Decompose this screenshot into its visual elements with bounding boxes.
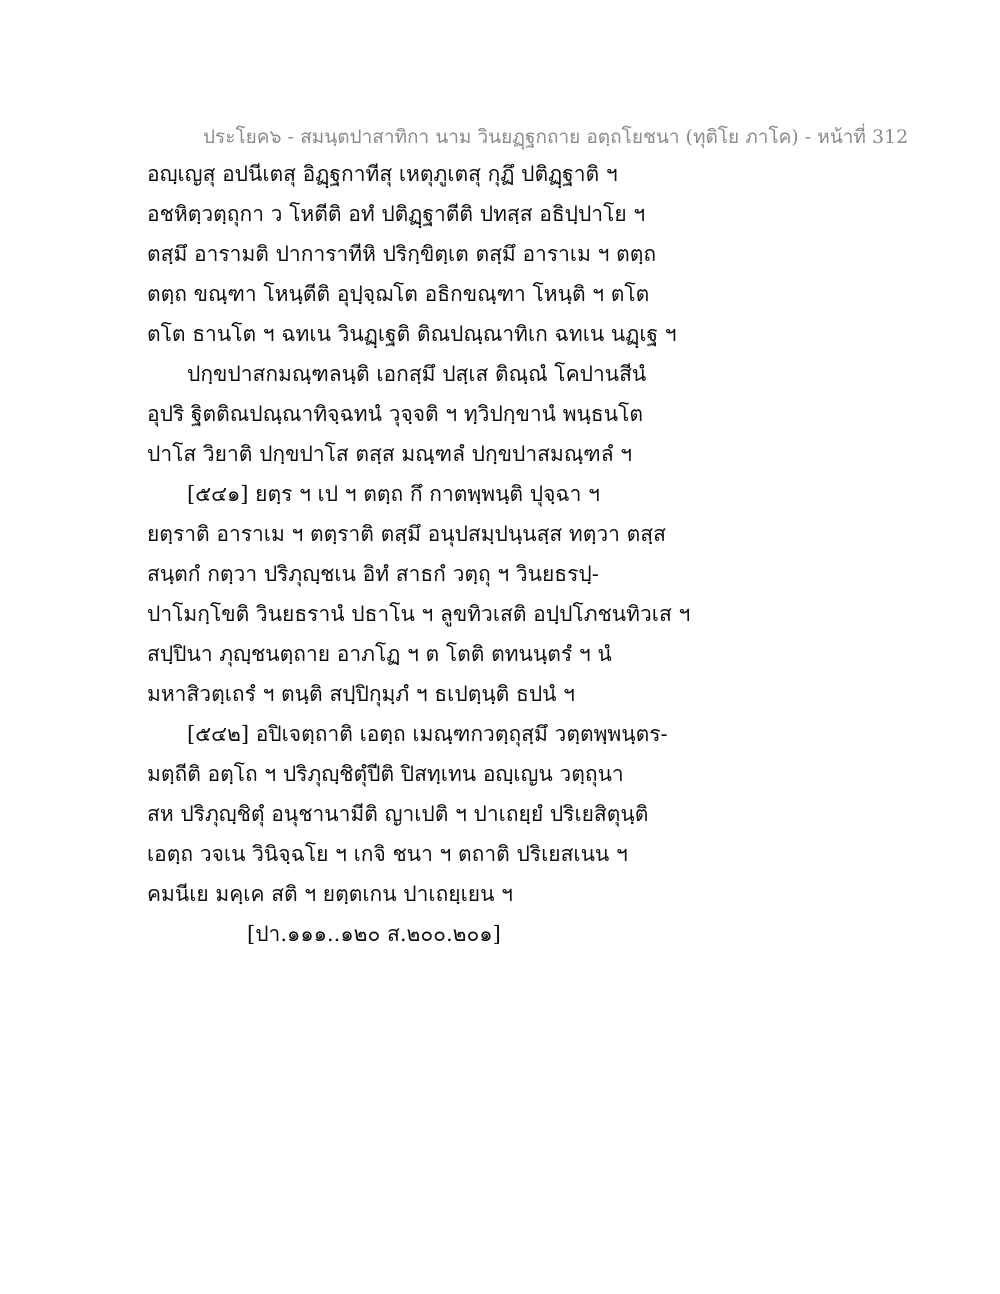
reference-line: [ปา.๑๑๑..๑๒๐ ส.๒๐๐.๒๐๑] <box>247 922 501 946</box>
text-line: ปาโมกฺโขติ วินยธรานํ ปธาโน ฯ ลูขทิวเสติ อปฺปโภชนทิวเส ฯ <box>147 602 691 626</box>
text-line: ตโต ธานโต ฯ ฉทเน วินฏฺเฐติ ติณปณฺณาทิเก ฉทเน นฏฺเฐ ฯ <box>147 322 677 346</box>
text-line: ตตฺถ ขณฺฑา โหนฺตีติ อุปฺจฺฌโต อธิกขณฺฑา โหนฺติ ฯ ตโต <box>147 282 650 306</box>
text-line: เอตฺถ วจเน วินิจฺฉโย ฯ เกจิ ชนา ฯ ตถาติ ปริเยสเนน ฯ <box>147 842 628 866</box>
text-line: สนฺตกํ กตฺวา ปริภุญฺชเน อิทํ สาธกํ วตฺถุ ฯ วินยธรปฺ- <box>147 562 599 586</box>
text-line: ตสฺมึ อารามติ ปาการาทีหิ ปริกฺขิตฺเต ตสฺมึ อาราเม ฯ ตตฺถ <box>147 242 657 266</box>
text-line: มหาสิวตฺเถรํ ฯ ตนฺติ สปฺปิกุมฺภํ ฯ ธเปตฺนฺติ ธปนํ ฯ <box>147 682 575 706</box>
body-text <box>147 160 867 960</box>
text-line: ยตฺราติ อาราเม ฯ ตตฺราติ ตสฺมึ อนุปสมฺปนฺนสฺส ทตฺวา ตสฺส <box>147 522 666 546</box>
text-line: ปกฺขปาสกมณฺฑลนฺติ เอกสฺมึ ปสฺเส ติณฺณํ โคปานสีนํ <box>187 362 647 386</box>
text-line: ปาโส วิยาติ ปกฺขปาโส ตสฺส มณฺฑลํ ปกฺขปาสมณฺฑลํ ฯ <box>147 442 633 466</box>
text-line: [๕๔๑] ยตฺร ฯ เป ฯ ตตฺถ กึ กาตพฺพนฺติ ปุจฺฉา ฯ <box>187 482 600 506</box>
text-line: อญฺเญสุ อปนีเตสุ อิฏฺฐกาทีสุ เหตุภูเตสุ กุฏึ ปติฏฺฐาติ ฯ <box>147 162 618 186</box>
text-line: สห ปริภุญฺชิตุํ อนุชานามีติ ญาเปติ ฯ ปาเถยฺยํ ปริเยสิตุนฺติ <box>147 802 649 826</box>
text-line: อุปริ ฐิตติณปณฺณาทิจฺฉทนํ วุจฺจติ ฯ ทฺวิปกฺขานํ พนฺธนโต <box>147 402 643 426</box>
text-line: อชหิตฺวตฺถุกา ว โหตีติ อทํ ปติฏฺฐาตีติ ปทสฺส อธิปฺปาโย ฯ <box>147 202 646 226</box>
text-line: [๕๔๒] อปิเจตฺถาติ เอตฺถ เมณฺฑกวตฺถุสฺมึ วตฺตพฺพนฺตร- <box>187 722 668 746</box>
text-line: มตฺถีติ อตฺโถ ฯ ปริภุญฺชิตุํปีติ ปิสทฺเทน อญฺเญน วตฺถุนา <box>147 762 624 786</box>
page-header: ประโยค๖ - สมนฺตปาสาทิกา นาม วินยฏฺฐกถาย อตฺถโยชนา (ทุติโย ภาโค) - หน้าที่ 312 <box>203 126 909 148</box>
text-line: คมนีเย มคฺเค สติ ฯ ยตฺตเกน ปาเถยฺเยน ฯ <box>147 882 513 906</box>
text-line: สปฺปินา ภุญฺชนตฺถาย อาภโฏ ฯ ต โตติ ตทนนฺตรํ ฯ นํ <box>147 642 612 666</box>
